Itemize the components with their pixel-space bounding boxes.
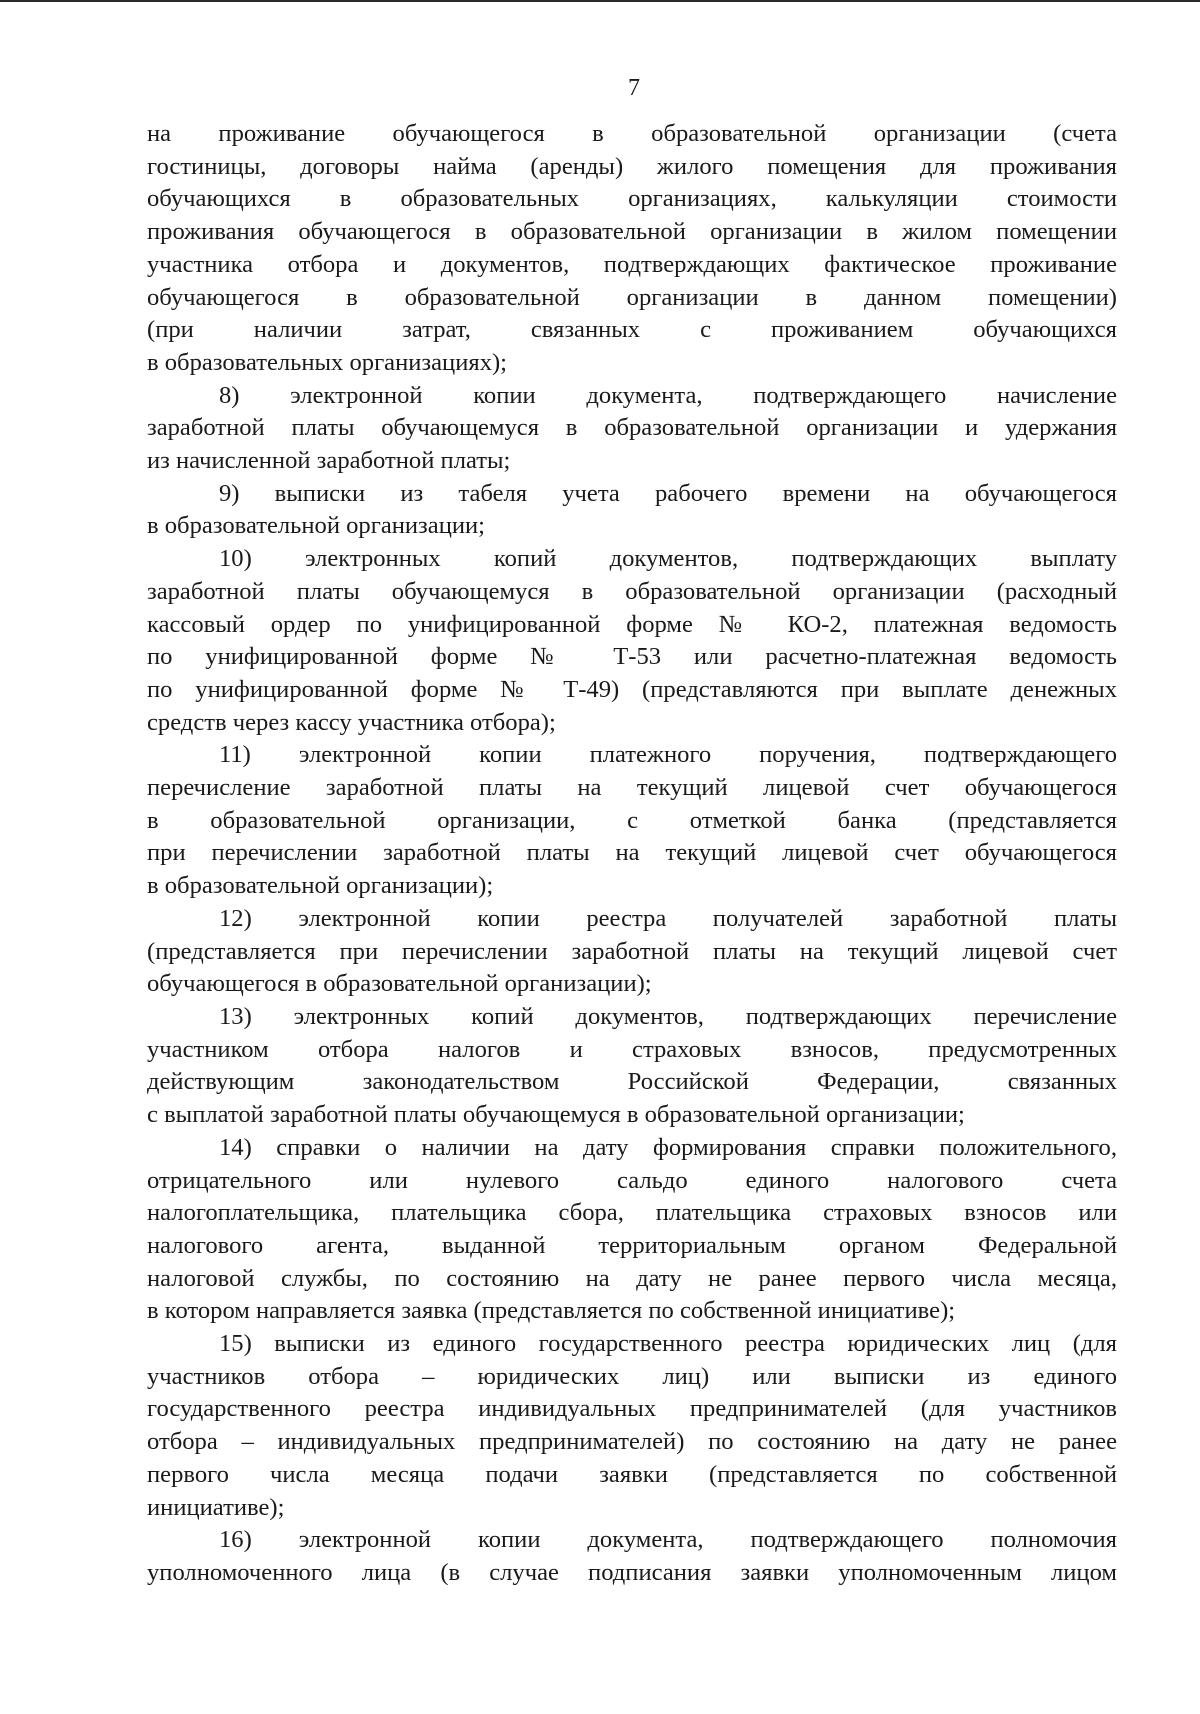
text-line: (при наличии затрат, связанных с проживанием обучающихся — [147, 316, 1117, 344]
text-line: налоговой службы, по состоянию на дату не ранее первого числа месяца, — [147, 1264, 1117, 1292]
text-line: заработной платы обучающемуся в образовательной организации и удержания — [147, 414, 1117, 442]
text-line: при перечислении заработной платы на текущий лицевой счет обучающегося — [147, 839, 1117, 867]
text-line: 10) электронных копий документов, подтверждающих выплату — [219, 545, 1117, 573]
text-line: из начисленной заработной платы; — [147, 447, 511, 475]
text-line: налогового агента, выданной территориальным органом Федеральной — [147, 1231, 1117, 1259]
page-number: 7 — [628, 75, 640, 101]
document-body — [147, 118, 1117, 1590]
text-line: государственного реестра индивидуальных предпринимателей (для участников — [147, 1395, 1117, 1423]
text-line: в образовательной организации); — [147, 872, 494, 900]
text-line: действующим законодательством Российской Федерации, связанных — [147, 1068, 1117, 1096]
text-line: кассовый ордер по унифицированной форме № КО-2, платежная ведомость — [147, 610, 1117, 638]
text-line: в образовательной организации; — [147, 512, 486, 540]
text-line: в образовательной организации, с отметкой банка (представляется — [147, 806, 1117, 834]
text-line: с выплатой заработной платы обучающемуся в образовательной организации; — [147, 1101, 965, 1129]
text-line: отбора – индивидуальных предпринимателей) по состоянию на дату не ранее — [147, 1428, 1117, 1456]
text-line: (представляется при перечислении заработной платы на текущий лицевой счет — [147, 937, 1117, 965]
text-line: в котором направляется заявка (представляется по собственной инициативе); — [147, 1297, 956, 1325]
text-line: 12) электронной копии реестра получателей заработной платы — [219, 904, 1117, 932]
text-line: отрицательного или нулевого сальдо единого налогового счета — [147, 1166, 1117, 1194]
text-line: инициативе); — [147, 1493, 285, 1521]
text-line: участников отбора – юридических лиц) или выписки из единого — [147, 1362, 1117, 1390]
text-line: 13) электронных копий документов, подтверждающих перечисление — [219, 1002, 1117, 1030]
text-line: 16) электронной копии документа, подтверждающего полномочия — [219, 1526, 1117, 1554]
text-line: уполномоченного лица (в случае подписания заявки уполномоченным лицом — [147, 1558, 1117, 1586]
text-line: проживания обучающегося в образовательной организации в жилом помещении — [147, 218, 1117, 246]
text-line: первого числа месяца подачи заявки (представляется по собственной — [147, 1460, 1117, 1488]
text-line: 9) выписки из табеля учета рабочего времени на обучающегося — [219, 479, 1117, 507]
text-line: обучающихся в образовательных организациях, калькуляции стоимости — [147, 185, 1117, 213]
page-top-border — [0, 0, 1200, 2]
text-line: по унифицированной форме № Т-49) (представляются при выплате денежных — [147, 675, 1117, 703]
text-line: 15) выписки из единого государственного реестра юридических лиц (для — [219, 1330, 1117, 1358]
text-line: 8) электронной копии документа, подтверждающего начисление — [219, 381, 1117, 409]
text-line: участником отбора налогов и страховых взносов, предусмотренных — [147, 1035, 1117, 1063]
text-line: в образовательных организациях); — [147, 348, 508, 376]
text-line: 11) электронной копии платежного поручения, подтверждающего — [219, 741, 1117, 769]
text-line: заработной платы обучающемуся в образовательной организации (расходный — [147, 577, 1117, 605]
text-line: обучающегося в образовательной организации в данном помещении) — [147, 283, 1117, 311]
text-line: гостиницы, договоры найма (аренды) жилого помещения для проживания — [147, 152, 1117, 180]
text-line: на проживание обучающегося в образовательной организации (счета — [147, 120, 1117, 147]
text-line: по унифицированной форме № Т-53 или расчетно-платежная ведомость — [147, 643, 1117, 671]
text-line: обучающегося в образовательной организации); — [147, 970, 652, 998]
text-line: участника отбора и документов, подтверждающих фактическое проживание — [147, 250, 1117, 278]
text-line: средств через кассу участника отбора); — [147, 708, 556, 736]
text-line: 14) справки о наличии на дату формирования справки положительного, — [219, 1133, 1117, 1161]
text-line: перечисление заработной платы на текущий лицевой счет обучающегося — [147, 774, 1117, 802]
text-line: налогоплательщика, плательщика сбора, плательщика страховых взносов или — [147, 1199, 1117, 1227]
